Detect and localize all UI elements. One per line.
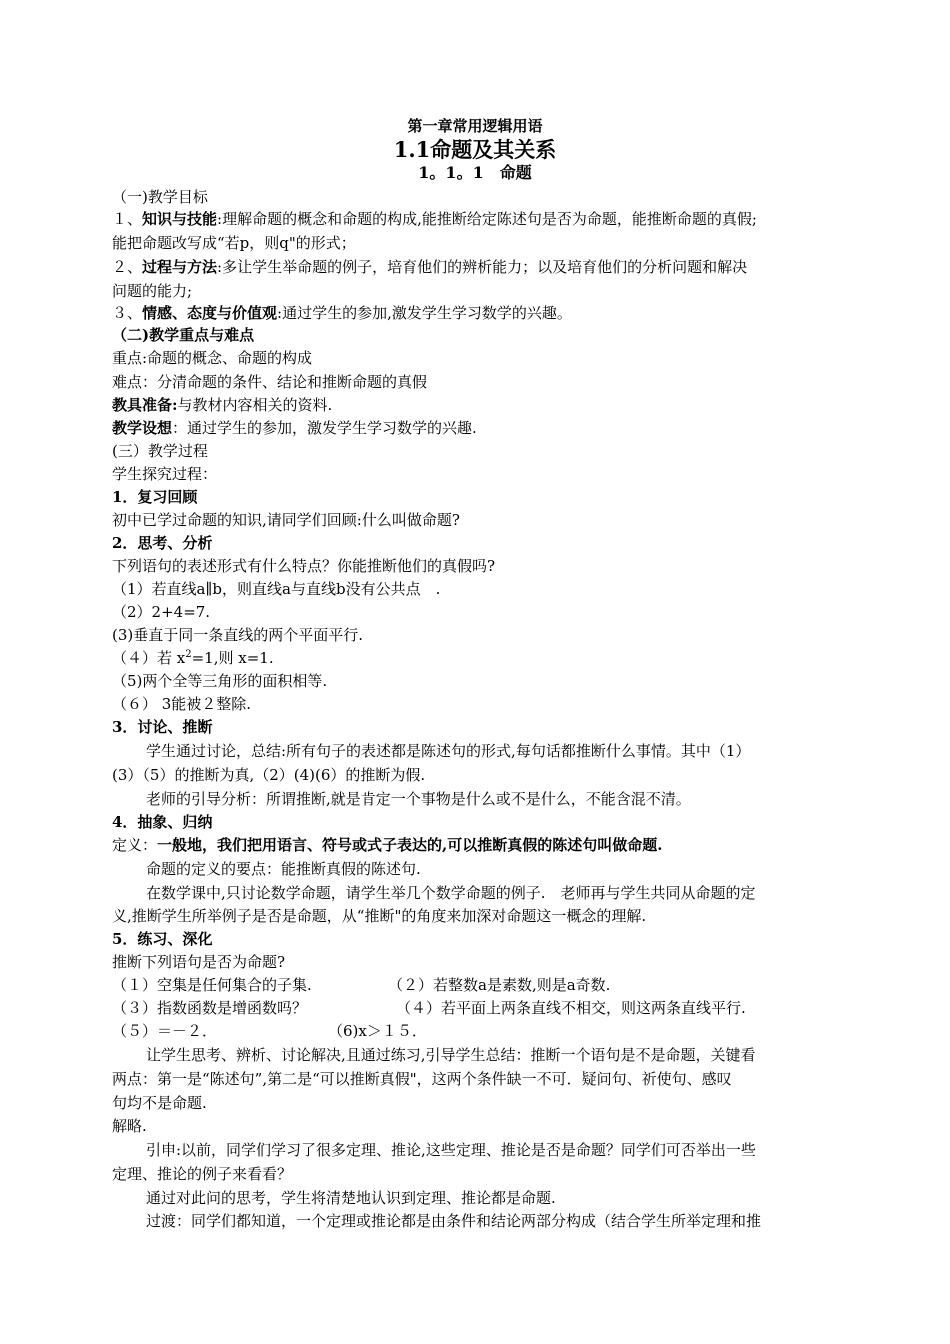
answer-omitted: 解略. (112, 1117, 147, 1135)
step-2-question: 下列语句的表述形式有什么特点？你能推断他们的真假吗? (112, 557, 496, 575)
step-5-para-4: 过渡：同学们都知道，一个定理或推论都是由条件和结论两部分构成（结合学生所举定理和推 (146, 1212, 762, 1230)
step-5-para-3: 通过对此问的思考，学生将清楚地认识到定理、推论都是命题. (146, 1189, 556, 1207)
step-5-para-2b: 定理、推论的例子来看看？ (112, 1165, 293, 1183)
exercise-5: （５）＝－２． (112, 1022, 218, 1040)
step-2-title: 2．思考、分析 (112, 534, 213, 552)
exercise-6: （6)x＞１５． (328, 1022, 427, 1040)
step-5-row-1 (112, 974, 842, 996)
step-2-item-3: (3)垂直于同一条直线的两个平面平行. (112, 626, 364, 644)
step-4-para-2b: 义,推断学生所举例子是否是命题，从“推断"的角度来加深对命题这一概念的理解. (112, 907, 647, 925)
step-2-item-1: （1）若直线a∥b，则直线a与直线b没有公共点 . (112, 580, 441, 598)
step-5-question: 推断下列语句是否为命题? (112, 953, 286, 971)
step-3-para-2: 老师的引导分析：所谓推断,就是肯定一个事物是什么或不是什么，不能含混不清。 (146, 790, 691, 808)
goal-3-label: 情感、态度与价值观 (142, 304, 278, 322)
exercise-2: （２）若整数a是素数,则是a奇数. (388, 976, 611, 994)
step-3-para-1b: (3）（5）的推断为真,（2）(4)(6）的推断为假. (112, 766, 426, 784)
step-1-text: 初中已学过命题的知识,请同学们回顾:什么叫做命题? (112, 511, 460, 529)
tools-line: 教具准备:与教材内容相关的资料. (112, 396, 333, 414)
goal-1-cont: 能把命题改写成“若p，则q"的形式； (112, 234, 356, 252)
focus-text: 重点:命题的概念、命题的构成 (112, 349, 313, 367)
goal-1: １、知识与技能:理解命题的概念和命题的构成,能推断给定陈述句是否为命题，能推断命题的真假; (112, 210, 757, 228)
section-title: 1.1命题及其关系 (393, 137, 557, 162)
step-2-item-6: （６） 3能被２整除. (112, 695, 252, 713)
step-5-para-2a: 引申:以前，同学们学习了很多定理、推论,这些定理、推论是否是命题？同学们可否举出一些 (146, 1141, 756, 1159)
step-2-item-2: （2）2+4=7. (112, 603, 211, 621)
definition-text: 一般地，我们把用语言、符号或式子表达的,可以推断真假的陈述句叫做命题. (157, 836, 663, 854)
step-1-title: 1．复习回顾 (112, 488, 198, 506)
step-5-para-1a: 让学生思考、辨析、讨论解决,且通过练习,引导学生总结：推断一个语句是不是命题，关键看 (146, 1046, 756, 1064)
step-5-title: 5．练习、深化 (112, 930, 213, 948)
goal-2: ２、过程与方法:多让学生举命题的例子，培育他们的辨析能力；以及培育他们的分析问题和解决 (112, 258, 748, 276)
goal-2-cont: 问题的能力; (112, 282, 193, 300)
definition-line: 定义：一般地，我们把用语言、符号或式子表达的,可以推断真假的陈述句叫做命题. (112, 836, 663, 854)
goals-heading: （一)教学目标 (112, 188, 208, 206)
design-line: 教学设想：通过学生的参加，激发学生学习数学的兴趣. (112, 419, 477, 437)
goal-2-label: 过程与方法 (142, 258, 218, 276)
step-3-title: 3．讨论、推断 (112, 718, 213, 736)
step-2-item-4: （４）若 $x^2=1$,则 x=1. (112, 649, 274, 667)
exercise-4: （４）若平面上两条直线不相交，则这两条直线平行. (396, 999, 746, 1017)
subsection-title: 1。1。1 命题 (418, 163, 532, 182)
exercise-1: （１）空集是任何集合的子集. (112, 976, 312, 994)
step-2-item-5: （5)两个全等三角形的面积相等. (112, 672, 328, 690)
step-4-title: 4．抽象、归纳 (112, 813, 213, 831)
step-5-para-1c: 句均不是命题. (112, 1094, 207, 1112)
goal-1-label: 知识与技能 (142, 210, 218, 228)
step-4-para-2a: 在数学课中,只讨论数学命题，请学生举几个数学命题的例子. 老师再与学生共同从命题的定 (146, 884, 756, 902)
process-heading: (三）教学过程 (112, 442, 208, 460)
keypoints-heading: （二)教学重点与难点 (112, 326, 255, 344)
exercise-3: （３）指数函数是增函数吗？ (112, 999, 308, 1017)
step-5-row-2 (112, 997, 842, 1019)
step-4-para-1: 命题的定义的要点：能推断真假的陈述句. (146, 860, 421, 878)
step-5-row-3 (112, 1020, 842, 1042)
process-intro: 学生探究过程： (112, 465, 218, 483)
step-5-para-1b: 两点：第一是“陈述句”,第二是“可以推断真假"，这两个条件缺一不可．疑问句、祈使句、感叹 (112, 1070, 732, 1088)
difficulty-text: 难点：分清命题的条件、结论和推断命题的真假 (112, 373, 428, 391)
goal-3: ３、情感、态度与价值观:通过学生的参加,激发学生学习数学的兴趣。 (112, 304, 572, 322)
step-3-para-1a: 学生通过讨论，总结:所有句子的表述都是陈述句的形式,每句话都推断什么事情。其中（1） (146, 742, 751, 760)
chapter-title: 第一章常用逻辑用语 (407, 117, 543, 135)
